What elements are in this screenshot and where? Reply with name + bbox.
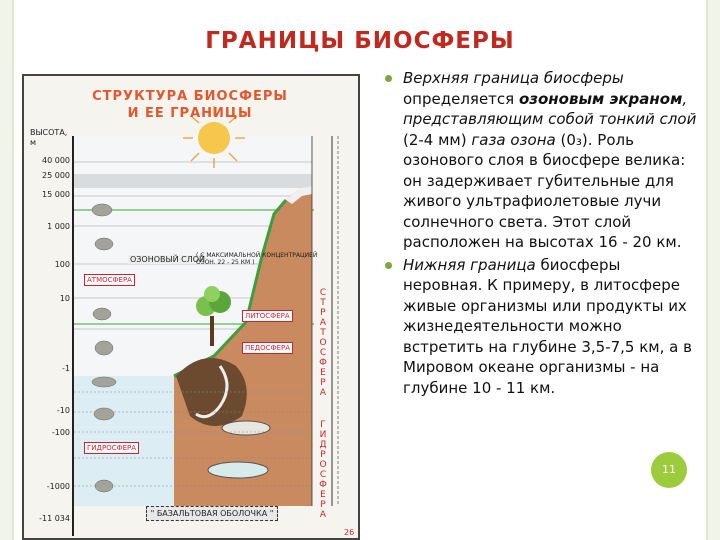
bullet-dot-icon bbox=[385, 262, 392, 269]
altitude-label-line2: м bbox=[30, 138, 37, 147]
pedosphere-tag: ПЕДОСФЕРА bbox=[242, 342, 293, 354]
poster-illustration bbox=[24, 76, 360, 540]
bullet-text: (2-4 мм) bbox=[403, 130, 472, 149]
altitude-axis bbox=[72, 136, 74, 536]
text-column bbox=[385, 68, 697, 398]
hydrosphere-tag: ГИДРОСФЕРА bbox=[84, 442, 139, 454]
bullet-upper-boundary bbox=[385, 68, 697, 253]
altitude-tick: -1 bbox=[62, 364, 70, 373]
altitude-tick: -11 034 bbox=[39, 514, 70, 523]
ozone-note-line2: ОЗОН. 22 - 25 КМ ) bbox=[196, 259, 255, 266]
right-frame-bar bbox=[708, 0, 720, 540]
poster-title-line2: И ЕЕ ГРАНИЦЫ bbox=[127, 106, 253, 121]
bullet-text: Верхняя граница биосферы bbox=[403, 69, 624, 87]
altitude-tick: 15 000 bbox=[42, 190, 70, 199]
altitude-tick: 10 bbox=[59, 294, 70, 303]
altitude-tick: 40 000 bbox=[42, 156, 70, 165]
altitude-tick: -1000 bbox=[46, 482, 70, 491]
altitude-tick: -100 bbox=[51, 428, 70, 437]
left-frame-bar bbox=[0, 0, 12, 540]
biosphere-structure-poster bbox=[22, 74, 360, 540]
slide-title: ГРАНИЦЫ БИОСФЕРЫ bbox=[205, 28, 515, 54]
bullet-text: , представляющим собой тонкий слой bbox=[403, 89, 697, 128]
sun-icon bbox=[198, 122, 230, 154]
bullet-lower-boundary bbox=[385, 255, 697, 399]
bullet-text: определяется bbox=[403, 89, 519, 108]
bullet-text-emphasis: озоновым экраном bbox=[518, 89, 683, 108]
altitude-tick: 1 000 bbox=[47, 222, 70, 231]
hydrosphere-vertical-label: Г И Д Р О С Ф Е Р А bbox=[319, 420, 327, 520]
bullet-text: Нижняя граница bbox=[403, 255, 536, 274]
stratosphere-vertical-label: С Т Р А Т О С Ф Е Р А bbox=[319, 288, 327, 398]
ozone-note bbox=[196, 252, 317, 266]
left-frame-line bbox=[12, 0, 14, 540]
atmosphere-tag: АТМОСФЕРА bbox=[84, 274, 135, 286]
poster-title-line1: СТРУКТУРА БИОСФЕРЫ bbox=[92, 89, 288, 104]
poster-page-mark: 26 bbox=[344, 528, 355, 537]
bullet-text: биосферы неровная. К примеру, в литосфере живые организмы или продукты их жизнедеятельности можно встретить на глубине 3,5-7,5 км, а в Мировом океане организмы - на глубине 10 - 11 км. bbox=[403, 255, 692, 397]
ozone-layer-label: ОЗОНОВЫЙ СЛОЙ bbox=[130, 255, 205, 264]
bullet-text: газа озона bbox=[471, 130, 556, 149]
basalt-layer-label: " БАЗАЛЬТОВАЯ ОБОЛОЧКА " bbox=[146, 506, 278, 521]
bullet-dot-icon bbox=[385, 75, 392, 82]
hydrosphere-area bbox=[74, 376, 174, 506]
ozone-note-line1: ( С МАКСИМАЛЬНОЙ КОНЦЕНТРАЦИЕЙ bbox=[196, 252, 318, 259]
altitude-tick: 25 000 bbox=[42, 171, 70, 180]
lithosphere-tag: ЛИТОСФЕРА bbox=[242, 310, 293, 322]
poster-title bbox=[90, 88, 290, 122]
altitude-tick: 100 bbox=[54, 260, 70, 269]
altitude-label bbox=[30, 128, 67, 148]
page-number-badge: 11 bbox=[651, 452, 687, 488]
altitude-label-line1: ВЫСОТА, bbox=[30, 128, 68, 137]
right-frame-line bbox=[706, 0, 708, 540]
bullet-text: (0₃). Роль озонового слоя в биосфере велика: он задерживает губительные для живого ультрафиолетовые лучи солнечного света. Этот слой расположен на высотах 16 - 20 км. bbox=[403, 130, 686, 251]
altitude-tick: -10 bbox=[56, 406, 70, 415]
